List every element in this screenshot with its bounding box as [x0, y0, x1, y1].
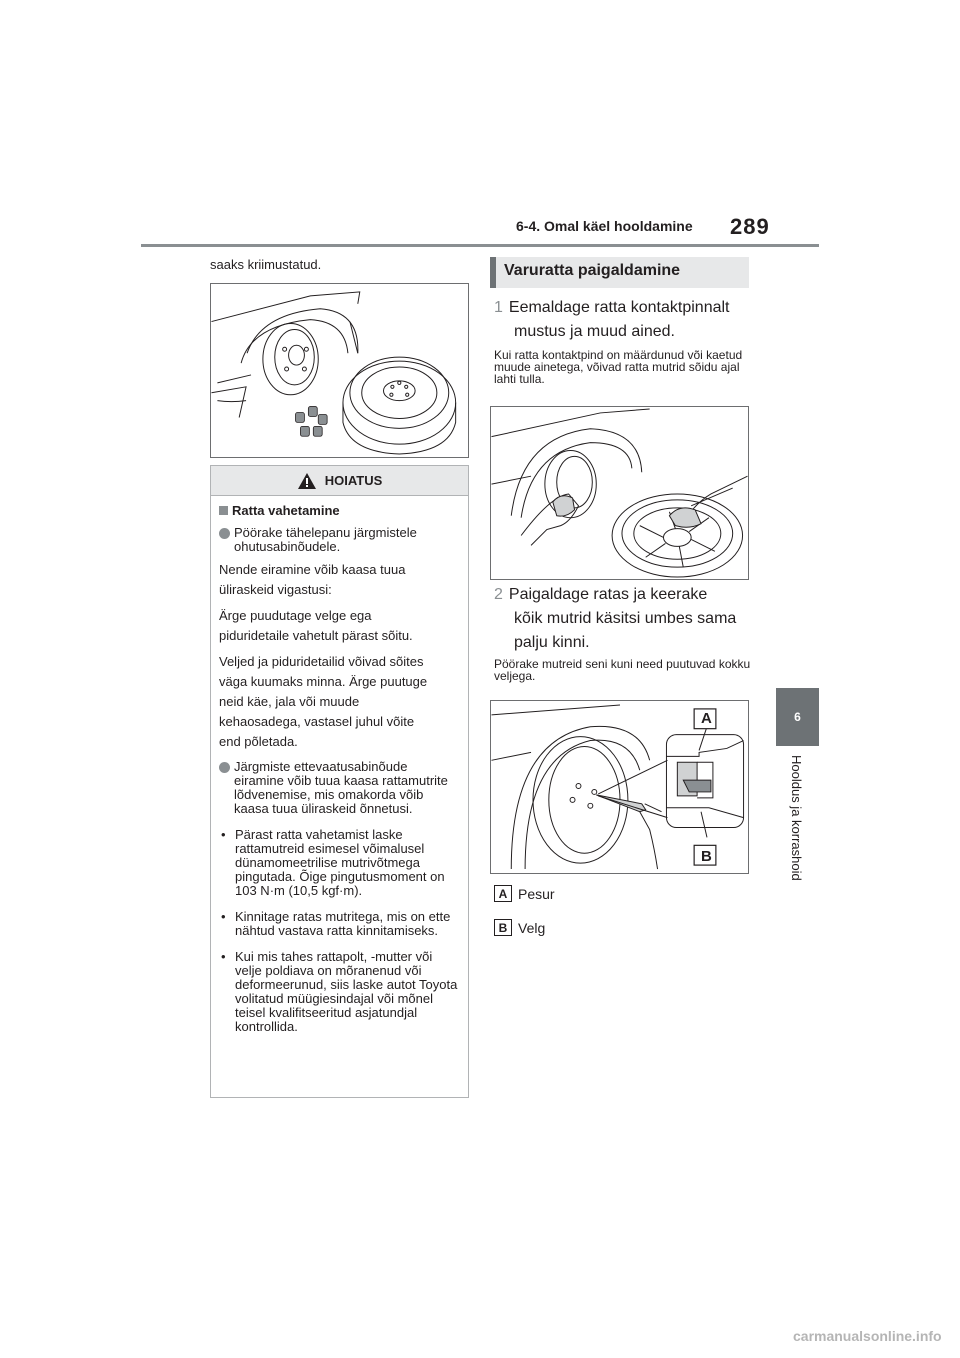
page-number: 289	[730, 214, 770, 239]
legend-item-a	[494, 885, 555, 902]
warning-list-item: • Kinnitage ratas mutritega, mis on ette nähtud vastava ratta kinnitamiseks.	[221, 909, 451, 938]
legend-key-b: B	[494, 919, 512, 936]
legend-key-a: A	[494, 885, 512, 902]
chapter-number: 6	[794, 710, 801, 724]
figure-install-wheel	[490, 700, 749, 874]
warning-triangle-icon	[297, 472, 317, 490]
figure-removed-wheel	[210, 283, 469, 458]
section-heading-bar	[490, 257, 496, 288]
section-title: 6-4. Omal käel hooldamine	[516, 218, 693, 234]
legend-label-b: Velg	[518, 919, 546, 936]
step-1-note: Kui ratta kontaktpind on määrdunud või kaetud muude ainetega, võivad ratta mutrid sõidu ajal lahti tulla.	[494, 348, 743, 386]
step-2-note: Pöörake mutreid seni kuni need puutuvad kokku veljega.	[494, 657, 751, 683]
warning-list-item: • Pärast ratta vahetamist laske rattamutreid esimesel võimalusel dünamomeetrilise mutrivõtmega pingutada. Õige pingutusmoment on 103 N·m (10,5 kgf·m).	[221, 827, 445, 898]
step-2: 2 Paigaldage ratas ja keerake kõik mutrid käsitsi umbes sama palju kinni.	[494, 586, 737, 651]
figure-clean-contact	[490, 406, 749, 580]
section-heading	[490, 257, 749, 288]
header-divider	[141, 244, 819, 247]
warning-paragraph: Veljed ja piduridetailid võivad sõites väga kuumaks minna. Ärge puutuge neid käe, jala või muude kehaosadega, vastasel juhul võite end põletada.	[219, 654, 428, 749]
removed-wheel-illustration	[211, 284, 468, 457]
circle-bullet-icon	[219, 762, 230, 773]
section-heading-text: Varuratta paigaldamine	[504, 262, 681, 279]
watermark: carmanualsonline.info	[793, 1328, 942, 1344]
callout-b: B	[701, 848, 712, 865]
legend-item-b	[494, 919, 545, 936]
square-bullet-icon	[219, 506, 228, 515]
step-1: 1 Eemaldage ratta kontaktpinnalt mustus ja muud ained.	[494, 299, 730, 340]
clean-contact-illustration	[491, 407, 748, 579]
warning-header	[211, 466, 468, 496]
warning-bullet: Järgmiste ettevaatusabinõude eiramine võib tuua kaasa rattamutrite lõdvenemise, mis omakorda võib kaasa tuua üliraskeid õnnetusi.	[219, 760, 460, 816]
warning-paragraph: Nende eiramine võib kaasa tuua üliraskeid vigastusi:	[219, 562, 406, 597]
chapter-label: Hooldus ja korrashoid	[789, 755, 804, 881]
callout-a: A	[701, 710, 712, 727]
continuation-text: saaks kriimustatud.	[210, 257, 322, 272]
circle-bullet-icon	[219, 528, 230, 539]
warning-title: HOIATUS	[324, 473, 383, 488]
warning-box	[210, 465, 469, 1098]
chapter-tab[interactable]	[776, 688, 819, 746]
warning-subhead: Ratta vahetamine	[219, 502, 460, 520]
warning-list-item: • Kui mis tahes rattapolt, -mutter või velje poldiava on mõranenud või deformeerunud, siis laske autot Toyota volitatud müügiesindajal või mõnel teisel kvalifitseeritud asjatundjal kontrollida.	[221, 949, 458, 1034]
warning-bullet: Pöörake tähelepanu järgmistele ohutusabinõudele.	[219, 526, 460, 554]
legend-label-a: Pesur	[518, 885, 555, 902]
warning-paragraph: Ärge puudutage velge ega piduridetaile vahetult pärast sõitu.	[219, 608, 413, 643]
